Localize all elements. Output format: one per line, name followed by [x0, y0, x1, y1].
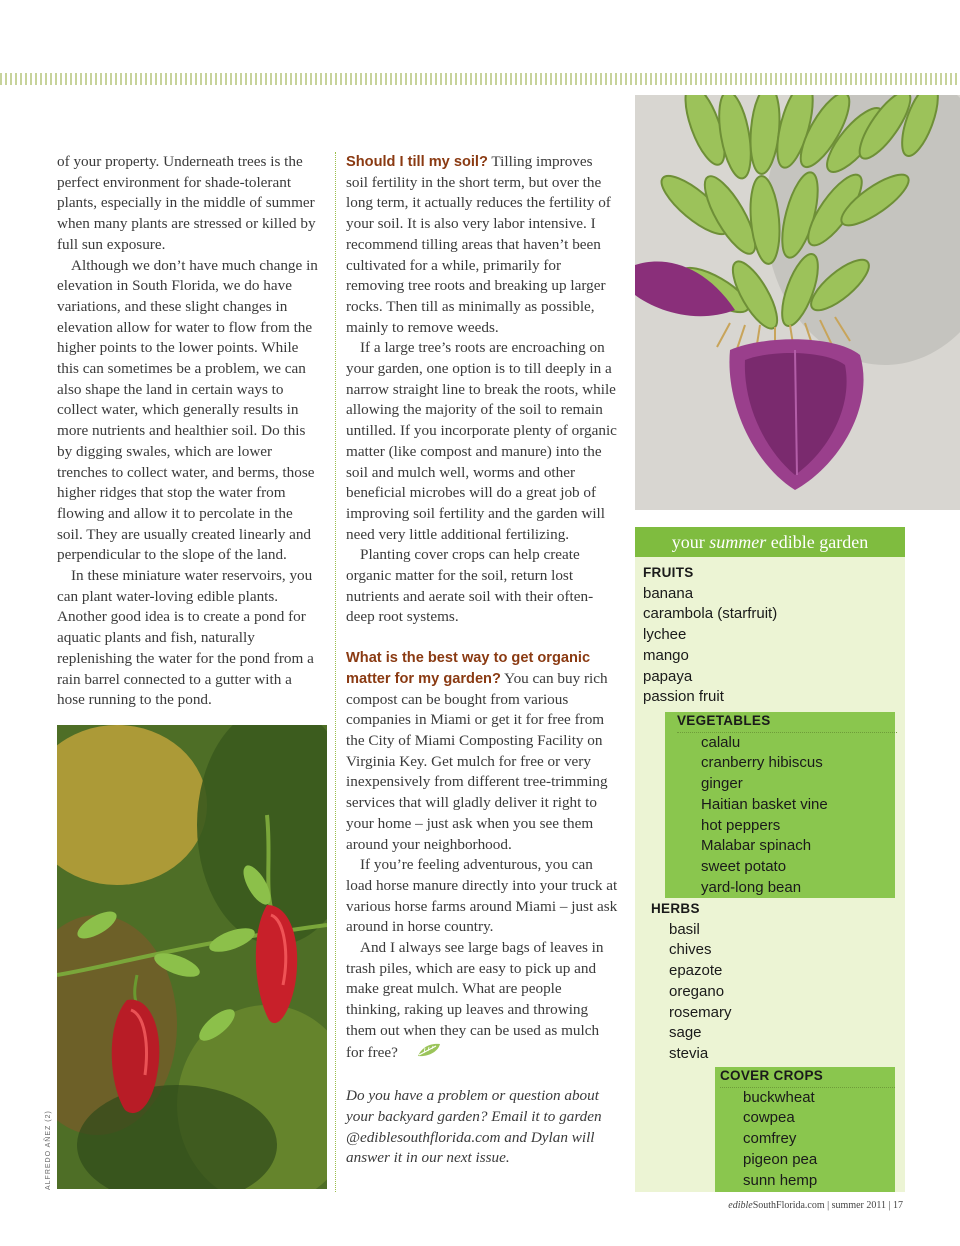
title-emphasis: summer	[709, 532, 767, 552]
summer-garden-sidebar	[635, 527, 905, 1192]
question-heading: Should I till my soil?	[346, 154, 488, 170]
paragraph: of your property. Underneath trees is the perfect environment for shade-tolerant plants, especially in the middle of summer when many plants are stressed or killed by full sun exposure.	[57, 153, 316, 253]
paragraph: In these miniature water reservoirs, you can plant water-loving edible plants. Another good idea is to create a pond for aquatic plants and fish, naturally replenishing the water for the pond from a rain barrel connected to a gutter with a hose running to the pond.	[57, 567, 314, 709]
list-item: hot peppers	[701, 816, 781, 834]
list-item: epazote	[669, 962, 723, 980]
list-item: Haitian basket vine	[701, 795, 828, 813]
column-divider	[335, 152, 336, 1192]
sidebar-title	[635, 527, 905, 557]
paragraph: Planting cover crops can help create organic matter for the soil, return lost nutrients and aerate soil with their often-deep root systems.	[346, 546, 594, 626]
question-heading: What is the best way to get organic matter for my garden?	[346, 650, 591, 687]
list-item: carambola (starfruit)	[643, 605, 778, 623]
list-item: cowpea	[743, 1109, 795, 1127]
list-item: pigeon pea	[743, 1150, 818, 1168]
paragraph: If you’re feeling adventurous, you can load horse manure directly into your truck at various horse farms around Miami – just ask around in horse country.	[346, 856, 618, 936]
title-part: edible garden	[766, 532, 869, 552]
paragraph: Although we don’t have much change in elevation in South Florida, we do have variations, and these slight changes in elevation allow for water to flow from the higher points to the lower points. While this can sometimes be a problem, we can also shape the land in certain ways to collect water, which generally results in more nutrients and healthier soil. Do this by digging swales, which are lower trenches to collect water, and berms, those higher ridges that stop the water from flowing and allow it to percolate in the soil. They are usually created linearly and perpendicular to the slope of the land.	[57, 256, 318, 564]
list-item: calalu	[701, 733, 741, 751]
answer-text: You can buy rich compost can be bought from various companies in Miami or get it for free from the City of Miami Composting Facility on Virginia Key. Get mulch for free or very inexpensively from different tree-trimming services that will gladly deliver it right to your home – just ask when you see them around your neighborhood.	[346, 669, 608, 853]
paragraph	[346, 648, 618, 855]
leaf-icon	[402, 1042, 442, 1065]
footer-brand: SouthFlorida.com	[752, 1200, 825, 1211]
title-part: your	[671, 532, 710, 552]
list-item: oregano	[669, 982, 725, 1000]
list-item: sunn hemp	[743, 1171, 818, 1189]
paragraph	[346, 152, 618, 338]
list-item: yard-long bean	[701, 878, 802, 896]
fruits-list	[643, 563, 903, 708]
footer-brand-italic: edible	[728, 1200, 753, 1211]
list-item: lychee	[643, 626, 687, 644]
list-item: comfrey	[743, 1130, 797, 1148]
herbs-list	[651, 899, 891, 1065]
fruits-heading: FRUITS	[643, 565, 694, 580]
vegetables-heading: VEGETABLES	[677, 711, 897, 733]
list-item: buckwheat	[743, 1088, 815, 1106]
page-footer	[728, 1200, 903, 1211]
list-item: cranberry hibiscus	[701, 754, 823, 772]
vegetables-list	[677, 711, 897, 898]
banana-flower-photo	[635, 95, 960, 510]
list-item: rosemary	[669, 1003, 732, 1021]
paragraph-text: And I always see large bags of leaves in trash piles, which are easy to pick up and make great mulch. What are people thinking, raking up leaves and throwing them out when they can be used as mulch for free?	[346, 939, 604, 1061]
list-item: stevia	[669, 1044, 709, 1062]
paragraph	[346, 938, 618, 1064]
cover-crops-list	[720, 1066, 895, 1191]
answer-text: Tilling improves soil fertility in the short term, but over the long term, it actually reduces the fertility of your soil. It is also very labor intensive. I recommend tilling areas that haven’t been cultivated for a while, primarily for removing tree roots and breaking up larger rocks. Then till as minimally as possible, mainly to remove weeds.	[346, 153, 611, 336]
list-item: Malabar spinach	[701, 837, 812, 855]
list-item: passion fruit	[643, 688, 724, 706]
paragraph: If a large tree’s roots are encroaching on your garden, one option is to till deeply in a narrow straight line to break the roots, while allowing the majority of the soil to remain untilled. If you incorporate plenty of organic matter (like compost and manure) into the soil and mulch well, worms and other beneficial microbes will do a great job of improving soil fertility and the garden will need very little additional fertilizing.	[346, 339, 617, 543]
photo-credit: ALFREDO AÑEZ (2)	[45, 1110, 52, 1190]
list-item: ginger	[701, 775, 743, 793]
article-column-1	[57, 152, 321, 711]
cover-crops-heading: COVER CROPS	[720, 1066, 895, 1088]
list-item: chives	[669, 941, 712, 959]
list-item: mango	[643, 646, 689, 664]
list-item: sage	[669, 1024, 702, 1042]
top-decorative-rule	[0, 73, 960, 85]
footer-issue-page: | summer 2011 | 17	[824, 1200, 903, 1211]
reader-question-note: Do you have a problem or question about your backyard garden? Email it to garden @ediblesouthflorida.com and Dylan will answer it in our next issue.	[346, 1087, 602, 1167]
list-item: papaya	[643, 667, 693, 685]
hot-pepper-photo	[57, 725, 327, 1189]
list-item: banana	[643, 584, 694, 602]
herbs-heading: HERBS	[651, 901, 700, 916]
article-column-2	[346, 152, 618, 1169]
list-item: sweet potato	[701, 857, 787, 875]
list-item: basil	[669, 920, 700, 938]
